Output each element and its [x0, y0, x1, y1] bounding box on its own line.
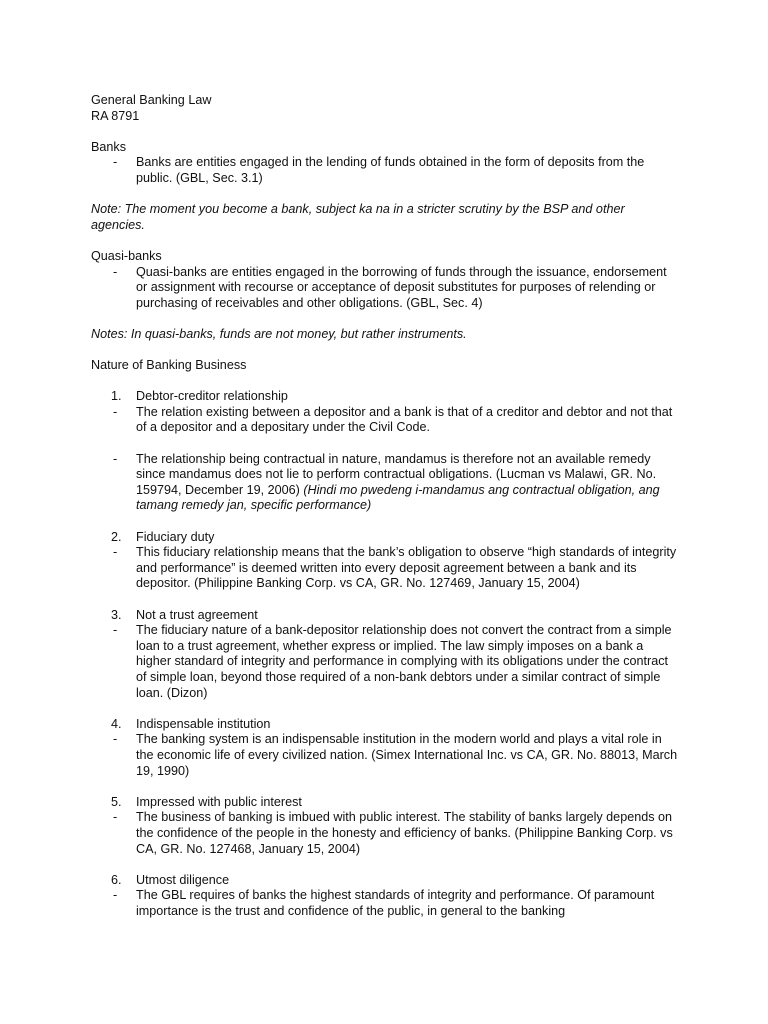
dash-marker: -	[113, 810, 118, 825]
nature-item-5	[91, 795, 680, 857]
quasi-banks-list	[91, 265, 680, 312]
nature-item-bullet	[91, 452, 680, 514]
nature-item-bullet	[91, 732, 680, 779]
dash-marker: -	[113, 264, 118, 279]
nature-item-bullet	[91, 545, 680, 592]
banks-list	[91, 155, 680, 186]
dash-marker: -	[113, 451, 118, 466]
nature-item-2	[91, 530, 680, 592]
nature-item-bullet	[91, 623, 680, 701]
bullet-text: The banking system is an indispensable institution in the modern world and plays a vital role in the economic life of every civilized nation. (Simex International Inc. vs CA, GR. No. 88013, March 19, 1990)	[136, 732, 678, 778]
nature-item-bullet	[91, 405, 680, 436]
item-number: 1.	[111, 389, 122, 404]
item-title-text: Indispensable institution	[136, 716, 271, 731]
banks-bullet-text: Banks are entities engaged in the lending of funds obtained in the form of deposits from the public. (GBL, Sec. 3.1)	[136, 155, 645, 185]
dash-marker: -	[113, 732, 118, 747]
dash-marker: -	[113, 888, 118, 903]
banks-bullet	[91, 155, 680, 186]
item-number: 5.	[111, 794, 122, 809]
banks-heading: Banks	[91, 139, 127, 154]
bullet-text: This fiduciary relationship means that the bank’s obligation to observe “high standards of integrity and performance” is deemed written into every deposit agreement between a bank and its depositor. (Philippine Banking Corp. vs CA, GR. No. 127469, January 15, 2004)	[136, 545, 677, 591]
bullet-text: The business of banking is imbued with public interest. The stability of banks largely depends on the confidence of the people in the honesty and efficiency of banks. (Philippine Banking Corp. vs CA, GR. No. 127468, January 15, 2004)	[136, 810, 673, 856]
nature-item-title	[91, 795, 680, 811]
nature-item-3	[91, 608, 680, 702]
doc-title: General Banking Law	[91, 93, 212, 107]
nature-item-1	[91, 389, 680, 514]
quasi-banks-bullet-text: Quasi-banks are entities engaged in the borrowing of funds through the issuance, endorsement or assignment with recourse or acceptance of deposit substitutes for purposes of relending or purchasing of receivables and other obligations. (GBL, Sec. 4)	[136, 264, 667, 310]
nature-item-title	[91, 608, 680, 624]
nature-item-6	[91, 873, 680, 920]
nature-item-title	[91, 717, 680, 733]
nature-item-title	[91, 530, 680, 546]
doc-subtitle: RA 8791	[91, 108, 140, 123]
item-title-text: Debtor-creditor relationship	[136, 389, 288, 404]
nature-item-title	[91, 873, 680, 889]
nature-item-bullet	[91, 888, 680, 919]
dash-marker: -	[113, 404, 118, 419]
nature-item-title	[91, 389, 680, 405]
dash-marker: -	[113, 623, 118, 638]
bullet-text: The fiduciary nature of a bank-depositor relationship does not convert the contract from a simple loan to a trust agreement, whether express or implied. The law simply imposes on a bank a higher standard of integrity and performance in complying with its obligations under the contract of simple loan, beyond those required of a non-bank debtors under a similar contract of simple loan. (Dizon)	[136, 623, 672, 700]
dash-marker: -	[113, 155, 118, 170]
quasi-banks-note: Notes: In quasi-banks, funds are not money, but rather instruments.	[91, 326, 467, 341]
item-number: 3.	[111, 607, 122, 622]
item-number: 2.	[111, 529, 122, 544]
quasi-banks-bullet	[91, 265, 680, 312]
bullet-text: The relationship being contractual in nature, mandamus is therefore not an available remedy since mandamus does not lie to perform contractual obligations. (Lucman vs Malawi, GR. No. 159794, December 19, 2006)	[136, 451, 657, 497]
nature-item-bullet	[91, 810, 680, 857]
bullet-text: The GBL requires of banks the highest standards of integrity and performance. Of paramount importance is the trust and confidence of the public, in general to the banking	[136, 888, 655, 918]
bullet-italic-text: (Hindi mo pwedeng i-mandamus ang contractual obligation, ang tamang remedy jan, specific performance)	[136, 482, 660, 513]
nature-heading: Nature of Banking Business	[91, 358, 247, 373]
item-title-text: Not a trust agreement	[136, 607, 258, 622]
quasi-banks-heading: Quasi-banks	[91, 248, 162, 263]
item-title-text: Fiduciary duty	[136, 529, 215, 544]
item-title-text: Utmost diligence	[136, 872, 230, 887]
nature-item-4	[91, 717, 680, 779]
item-number: 4.	[111, 716, 122, 731]
dash-marker: -	[113, 545, 118, 560]
item-title-text: Impressed with public interest	[136, 794, 302, 809]
banks-note: Note: The moment you become a bank, subject ka na in a stricter scrutiny by the BSP and other agencies.	[91, 202, 625, 232]
bullet-text: The relation existing between a depositor and a bank is that of a creditor and debtor and not that of a depositor and a depositary under the Civil Code.	[136, 404, 673, 435]
item-number: 6.	[111, 872, 122, 887]
